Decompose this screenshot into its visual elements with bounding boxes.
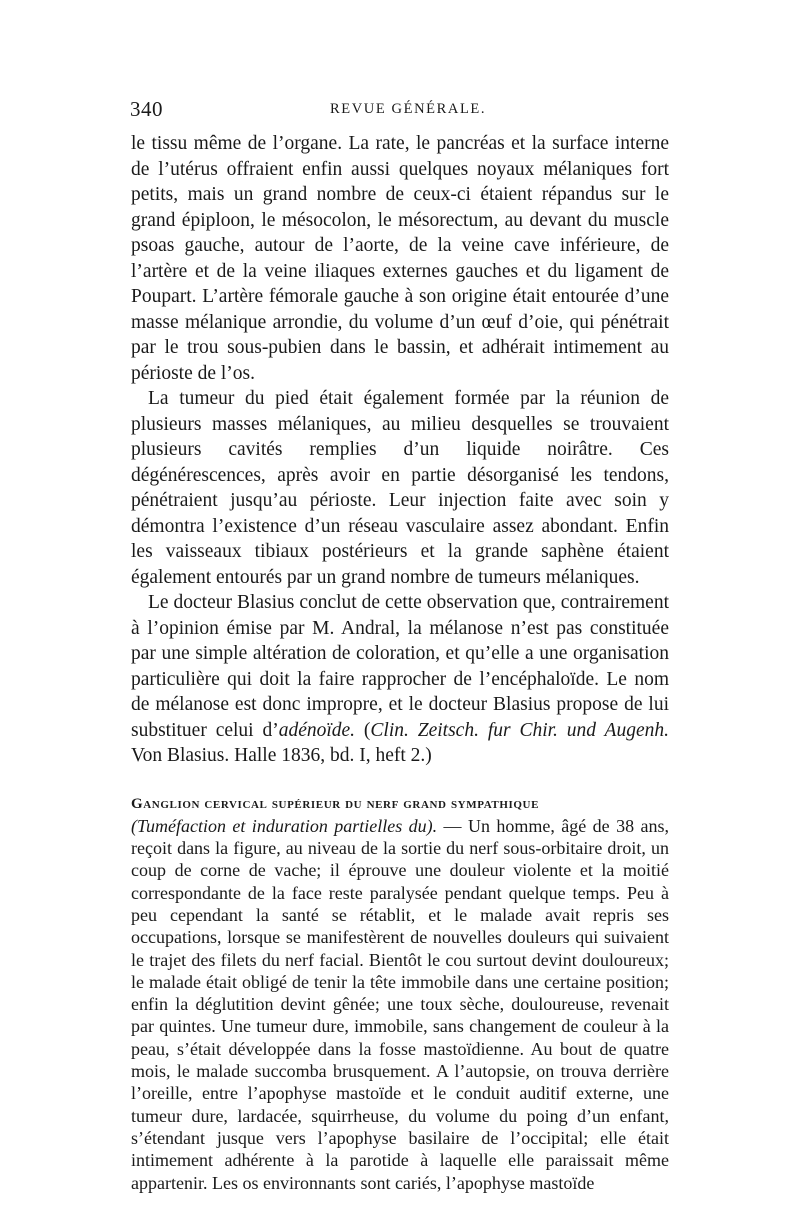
- paragraph-conclusion: [131, 590, 669, 769]
- page-body: [131, 131, 669, 1194]
- section-ganglion: [131, 791, 669, 1194]
- section-subtitle: (Tuméfaction et induration partielles du).: [131, 815, 438, 836]
- paragraph-text: Le docteur Blasius conclut de cette observation que, contrairement à l’opinion émise par M. Andral, la mélanose n’est pas constituée par une simple altération de coloration, et qu’elle a une organisation particulière qui doit la faire rapprocher de l’encéphaloïde. Le nom de mélanose est donc impropre, et le docteur Blasius propose de lui substituer celui d’: [131, 592, 669, 741]
- paren-open: (: [355, 719, 371, 741]
- paragraph: La tumeur du pied était également formée par la réunion de plusieurs masses mélaniques, au milieu desquelles se trouvaient plusieurs cavités remplies d’un liquide noirâtre. Ces dégénérescences, après avoir en partie désorganisé les tendons, pénétraient jusqu’au périoste. Leur injection faite avec soin y démontra l’existence d’un réseau vasculaire assez abondant. Enfin les vaisseaux tibiaux postérieurs et la grande saphène étaient également entourés par un grand nombre de tumeurs mélaniques.: [131, 388, 669, 588]
- section-melanose: [131, 131, 669, 769]
- paragraph: le tissu même de l’organe. La rate, le pancréas et la surface interne de l’utérus offraient enfin aussi quelques noyaux mélaniques fort petits, mais un grand nombre de ceux-ci étaient répandus sur le grand épiploon, le mésocolon, le mésorectum, au devant du muscle psoas gauche, autour de l’aorte, de la veine cave inférieure, de l’artère et de la veine iliaques externes gauches et du ligament de Poupart. L’artère fémorale gauche à son origine était entourée d’une masse mélanique arrondie, du volume d’un œuf d’oie, qui pénétrait par le trou sous-pubien dans le bassin, et adhérait intimement au périoste de l’os.: [131, 133, 669, 384]
- section-heading: Ganglion cervical supérieur du nerf grand sympathique: [131, 795, 540, 812]
- paragraph-text: — Un homme, âgé de 38 ans, reçoit dans la figure, au niveau de la sortie du nerf sous-orbitaire droit, un coup de corne de vache; il éprouve une douleur violente et la moitié correspondante de la face reste paralysée pendant quelque temps. Peu à peu cependant la santé se rétablit, et le malade avait repris ses occupations, lorsque se manifestèrent de nouvelles douleurs qui suivaient le trajet des filets du nerf facial. Bientôt le cou surtout devint douloureux; le malade était obligé de tenir la tête immobile dans une certaine position; enfin la déglutition devint gênée; une toux sèche, douloureuse, revenait par quintes. Une tumeur dure, immobile, sans changement de couleur à la peau, s’était développée dans la fosse mastoïdienne. Au bout de quatre mois, le malade succomba brusquement. A l’autopsie, on trouva derrière l’oreille, entre l’apophyse mastoïde et le conduit auditif externe, une tumeur dure, lardacée, squirrheuse, du volume du poing d’un enfant, s’étendant jusque vers l’apophyse basilaire de l’occipital; elle était intimement adhérente à la parotide à laquelle elle paraissait même appartenir. Les os environnants sont cariés, l’apophyse mastoïde: [131, 815, 669, 1193]
- term-adenoide: adénoïde.: [278, 719, 356, 741]
- page-number: 340: [130, 97, 163, 121]
- running-head: REVUE GÉNÉRALE.: [330, 101, 487, 117]
- paragraph-ganglion: [131, 791, 669, 1194]
- citation-journal: Clin. Zeitsch. fur Chir. und Augenh.: [370, 719, 669, 741]
- page-header: [130, 97, 670, 123]
- citation-end: Von Blasius. Halle 1836, bd. I, heft 2.): [131, 745, 432, 766]
